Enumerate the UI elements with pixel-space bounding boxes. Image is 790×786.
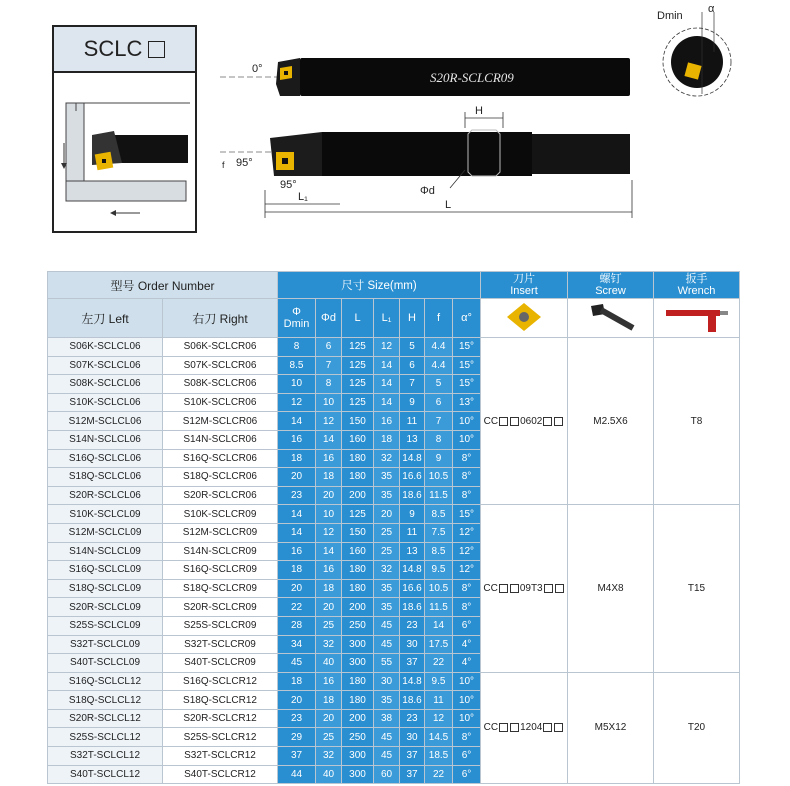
left-model-cell: S16Q-SCLCL09 [48,561,163,580]
size-cell: 16 [278,542,316,561]
size-cell: 13 [400,542,425,561]
left-model-cell: S20R-SCLCL06 [48,486,163,505]
size-cell: 20 [316,709,342,728]
wrench-image [654,299,740,338]
size-cell: 11.5 [425,486,453,505]
square-icon [510,584,519,593]
size-cell: 14 [374,393,400,412]
size-cell: 37 [400,654,425,673]
size-cell: 8.5 [278,356,316,375]
left-model-cell: S12M-SCLCL09 [48,523,163,542]
screw-spec-cell: M5X12 [568,672,654,784]
size-cell: 25 [374,523,400,542]
size-cell: 14 [316,430,342,449]
col-h: H [400,299,425,338]
right-model-cell: S18Q-SCLCR12 [163,691,278,710]
col-l1: L₁ [374,299,400,338]
angle-95-a: 95° [236,157,253,169]
right-model-cell: S20R-SCLCR06 [163,486,278,505]
size-cell: 15° [453,375,481,394]
size-cell: 10° [453,672,481,691]
size-cell: 10.5 [425,579,453,598]
size-cell: 9.5 [425,561,453,580]
size-cell: 16 [278,430,316,449]
size-cell: 13° [453,393,481,412]
size-cell: 180 [342,468,374,487]
square-icon [510,723,519,732]
size-cell: 10° [453,412,481,431]
size-cell: 300 [342,765,374,784]
size-cell: 40 [316,654,342,673]
size-cell: 8.5 [425,505,453,524]
size-cell: 10 [278,375,316,394]
size-cell: 10° [453,691,481,710]
size-cell: 8 [316,375,342,394]
insert-spec-cell [481,672,568,784]
square-icon [544,584,553,593]
col-phi-d: Φd [316,299,342,338]
size-cell: 250 [342,728,374,747]
square-icon [148,41,165,58]
dim-phi-d: Φd [420,185,435,197]
size-cell: 12° [453,561,481,580]
size-cell: 20 [278,579,316,598]
dim-alpha: α [708,3,715,15]
right-model-cell: S25S-SCLCR12 [163,728,278,747]
size-cell: 8° [453,486,481,505]
size-cell: 12 [425,709,453,728]
spec-table [47,271,740,784]
screw-image [568,299,654,338]
spec-table-body [48,338,740,784]
size-cell: 30 [400,728,425,747]
size-cell: 14 [278,505,316,524]
dim-f: f [222,160,225,170]
dim-h: H [475,105,483,117]
right-model-cell: S10K-SCLCR06 [163,393,278,412]
size-cell: 12 [374,338,400,357]
size-cell: 180 [342,672,374,691]
square-icon [543,417,552,426]
size-cell: 180 [342,561,374,580]
size-cell: 11 [400,412,425,431]
size-cell: 14 [278,523,316,542]
left-model-cell: S14N-SCLCL09 [48,542,163,561]
wrench-spec-cell: T20 [654,672,740,784]
insert-code: 0602 [520,415,543,427]
size-cell: 23 [400,709,425,728]
size-cell: 300 [342,654,374,673]
size-cell: 6° [453,616,481,635]
size-cell: 14.8 [400,449,425,468]
right-model-cell: S40T-SCLCR12 [163,765,278,784]
right-model-cell: S08K-SCLCR06 [163,375,278,394]
insert-prefix: CC [483,415,499,427]
size-cell: 37 [278,747,316,766]
right-model-cell: S10K-SCLCR09 [163,505,278,524]
right-model-cell: S12M-SCLCR09 [163,523,278,542]
size-cell: 12 [316,523,342,542]
col-alpha: α° [453,299,481,338]
size-cell: 8 [425,430,453,449]
dmin-diagram [652,2,744,102]
right-model-cell: S12M-SCLCR06 [163,412,278,431]
size-cell: 16.6 [400,579,425,598]
size-cell: 17.5 [425,635,453,654]
size-cell: 12 [316,412,342,431]
size-cell: 20 [374,505,400,524]
size-cell: 125 [342,356,374,375]
size-cell: 22 [425,765,453,784]
size-cell: 45 [278,654,316,673]
dim-l: L [445,199,452,211]
size-cell: 25 [374,542,400,561]
size-cell: 18.5 [425,747,453,766]
size-cell: 16 [316,561,342,580]
size-cell: 18 [278,561,316,580]
size-cell: 11 [400,523,425,542]
left-model-cell: S40T-SCLCL12 [48,765,163,784]
size-cell: 125 [342,338,374,357]
square-icon [499,723,508,732]
size-cell: 9 [400,393,425,412]
square-icon [554,723,563,732]
size-cell: 300 [342,747,374,766]
tool-diagram [210,0,650,225]
size-cell: 22 [425,654,453,673]
size-cell: 16 [374,412,400,431]
size-cell: 18.6 [400,598,425,617]
size-cell: 20 [278,691,316,710]
size-cell: 35 [374,579,400,598]
size-cell: 8 [278,338,316,357]
size-cell: 18 [278,449,316,468]
left-model-cell: S16Q-SCLCL12 [48,672,163,691]
insert-header-cn: 刀片 [513,273,535,285]
size-cell: 180 [342,449,374,468]
wrench-spec-cell: T8 [654,338,740,505]
size-cell: 13 [400,430,425,449]
dim-dmin: Dmin [657,10,683,22]
size-cell: 20 [316,598,342,617]
size-cell: 44 [278,765,316,784]
size-cell: 5 [400,338,425,357]
size-cell: 14.8 [400,561,425,580]
size-cell: 180 [342,579,374,598]
wrench-header-en: Wrench [677,285,716,297]
order-number-header: 型号 Order Number [48,272,278,299]
size-cell: 14.8 [400,672,425,691]
wrench-header [654,272,740,299]
left-model-cell: S20R-SCLCL12 [48,709,163,728]
page-title: SCLC [83,36,143,61]
size-cell: 4.4 [425,338,453,357]
square-icon [555,584,564,593]
size-cell: 10° [453,709,481,728]
size-cell: 8.5 [425,542,453,561]
size-cell: 18 [278,672,316,691]
left-model-cell: S08K-SCLCL06 [48,375,163,394]
size-cell: 6° [453,747,481,766]
size-cell: 200 [342,486,374,505]
usage-diagram-box [52,73,197,233]
right-model-cell: S16Q-SCLCR06 [163,449,278,468]
left-model-cell: S10K-SCLCL09 [48,505,163,524]
size-cell: 16 [316,672,342,691]
size-cell: 8° [453,468,481,487]
size-cell: 35 [374,691,400,710]
left-model-cell: S25S-SCLCL12 [48,728,163,747]
right-model-cell: S18Q-SCLCR06 [163,468,278,487]
size-cell: 16 [316,449,342,468]
size-cell: 18 [316,468,342,487]
square-icon [499,417,508,426]
size-cell: 18 [316,579,342,598]
size-cell: 160 [342,542,374,561]
size-cell: 150 [342,412,374,431]
size-cell: 32 [374,449,400,468]
size-cell: 16.6 [400,468,425,487]
size-cell: 300 [342,635,374,654]
size-cell: 30 [400,635,425,654]
size-cell: 32 [316,635,342,654]
left-model-cell: S18Q-SCLCL12 [48,691,163,710]
left-model-cell: S32T-SCLCL12 [48,747,163,766]
size-cell: 125 [342,505,374,524]
size-cell: 60 [374,765,400,784]
table-row [48,672,740,691]
size-cell: 11 [425,691,453,710]
size-cell: 29 [278,728,316,747]
size-cell: 37 [400,765,425,784]
size-cell: 20 [278,468,316,487]
angle-top-label: 0° [252,63,263,75]
size-cell: 8° [453,579,481,598]
left-model-cell: S18Q-SCLCL09 [48,579,163,598]
size-cell: 23 [400,616,425,635]
size-cell: 25 [316,728,342,747]
wrench-header-cn: 扳手 [685,273,708,285]
insert-prefix: CC [483,583,498,595]
size-cell: 6 [425,393,453,412]
size-cell: 12° [453,542,481,561]
size-cell: 38 [374,709,400,728]
insert-prefix: CC [483,722,499,734]
screw-header-cn: 螺钉 [599,273,622,285]
size-cell: 9 [400,505,425,524]
insert-code: 1204 [520,722,543,734]
square-icon [499,584,508,593]
left-model-cell: S12M-SCLCL06 [48,412,163,431]
size-cell: 20 [316,486,342,505]
size-cell: 4° [453,635,481,654]
size-cell: 12° [453,523,481,542]
size-cell: 15° [453,505,481,524]
right-model-cell: S14N-SCLCR06 [163,430,278,449]
right-model-cell: S14N-SCLCR09 [163,542,278,561]
size-cell: 45 [374,747,400,766]
size-cell: 14 [278,412,316,431]
size-cell: 30 [374,672,400,691]
right-model-cell: S16Q-SCLCR09 [163,561,278,580]
screw-spec-cell: M4X8 [568,505,654,672]
size-cell: 4.4 [425,356,453,375]
usage-diagram [54,73,195,231]
size-cell: 32 [316,747,342,766]
right-model-cell: S32T-SCLCR12 [163,747,278,766]
size-cell: 18 [316,691,342,710]
left-model-cell: S25S-SCLCL09 [48,616,163,635]
size-cell: 8° [453,449,481,468]
size-cell: 125 [342,375,374,394]
size-cell: 125 [342,393,374,412]
size-cell: 7.5 [425,523,453,542]
insert-code: 09T3 [519,583,543,595]
size-cell: 32 [374,561,400,580]
left-model-cell: S10K-SCLCL06 [48,393,163,412]
size-cell: 35 [374,486,400,505]
right-model-cell: S16Q-SCLCR12 [163,672,278,691]
size-cell: 28 [278,616,316,635]
size-cell: 35 [374,468,400,487]
size-cell: 150 [342,523,374,542]
size-cell: 8° [453,598,481,617]
left-model-cell: S07K-SCLCL06 [48,356,163,375]
size-cell: 18 [374,430,400,449]
title-box [52,25,197,73]
size-cell: 18.6 [400,486,425,505]
size-cell: 35 [374,598,400,617]
right-model-cell: S25S-SCLCR09 [163,616,278,635]
size-cell: 7 [425,412,453,431]
right-model-cell: S40T-SCLCR09 [163,654,278,673]
right-model-cell: S07K-SCLCR06 [163,356,278,375]
size-cell: 15° [453,356,481,375]
size-cell: 14 [374,375,400,394]
size-cell: 34 [278,635,316,654]
left-model-cell: S16Q-SCLCL06 [48,449,163,468]
size-cell: 6 [400,356,425,375]
size-cell: 45 [374,635,400,654]
right-model-cell: S32T-SCLCR09 [163,635,278,654]
size-cell: 22 [278,598,316,617]
size-cell: 7 [400,375,425,394]
square-icon [543,723,552,732]
left-model-cell: S20R-SCLCL09 [48,598,163,617]
size-cell: 11.5 [425,598,453,617]
left-header: 左刀 Left [48,299,163,338]
size-header: 尺寸 Size(mm) [278,272,481,299]
right-model-cell: S18Q-SCLCR09 [163,579,278,598]
screw-header-en: Screw [595,285,626,297]
square-icon [510,417,519,426]
size-cell: 45 [374,728,400,747]
dim-l1: L₁ [298,191,308,203]
size-cell: 14 [374,356,400,375]
wrench-spec-cell: T15 [654,505,740,672]
size-cell: 180 [342,691,374,710]
table-row [48,505,740,524]
size-cell: 14 [316,542,342,561]
size-cell: 10 [316,505,342,524]
screw-header [568,272,654,299]
size-cell: 40 [316,765,342,784]
table-row [48,338,740,357]
size-cell: 12 [278,393,316,412]
size-cell: 25 [316,616,342,635]
size-cell: 250 [342,616,374,635]
size-cell: 9.5 [425,672,453,691]
size-cell: 8° [453,728,481,747]
insert-header-en: Insert [510,285,538,297]
right-model-cell: S20R-SCLCR09 [163,598,278,617]
tool-engraving: S20R-SCLCR09 [430,70,514,85]
size-cell: 55 [374,654,400,673]
size-cell: 200 [342,709,374,728]
col-l: L [342,299,374,338]
col-dmin: Φ Dmin [278,299,316,338]
left-model-cell: S18Q-SCLCL06 [48,468,163,487]
size-cell: 14.5 [425,728,453,747]
size-cell: 23 [278,709,316,728]
size-cell: 9 [425,449,453,468]
left-model-cell: S06K-SCLCL06 [48,338,163,357]
size-cell: 7 [316,356,342,375]
right-header: 右刀 Right [163,299,278,338]
size-cell: 10.5 [425,468,453,487]
size-cell: 18.6 [400,691,425,710]
size-cell: 5 [425,375,453,394]
insert-spec-cell [481,505,568,672]
insert-header [481,272,568,299]
right-model-cell: S06K-SCLCR06 [163,338,278,357]
size-cell: 200 [342,598,374,617]
left-model-cell: S40T-SCLCL09 [48,654,163,673]
insert-image [481,299,568,338]
size-cell: 4° [453,654,481,673]
size-cell: 45 [374,616,400,635]
right-model-cell: S20R-SCLCR12 [163,709,278,728]
square-icon [554,417,563,426]
size-cell: 37 [400,747,425,766]
size-cell: 14 [425,616,453,635]
insert-spec-cell [481,338,568,505]
left-model-cell: S32T-SCLCL09 [48,635,163,654]
size-cell: 160 [342,430,374,449]
size-cell: 6° [453,765,481,784]
size-cell: 10 [316,393,342,412]
left-model-cell: S14N-SCLCL06 [48,430,163,449]
size-cell: 23 [278,486,316,505]
size-cell: 10° [453,430,481,449]
size-cell: 6 [316,338,342,357]
screw-spec-cell: M2.5X6 [568,338,654,505]
size-cell: 15° [453,338,481,357]
angle-95-b: 95° [280,179,297,191]
col-f: f [425,299,453,338]
